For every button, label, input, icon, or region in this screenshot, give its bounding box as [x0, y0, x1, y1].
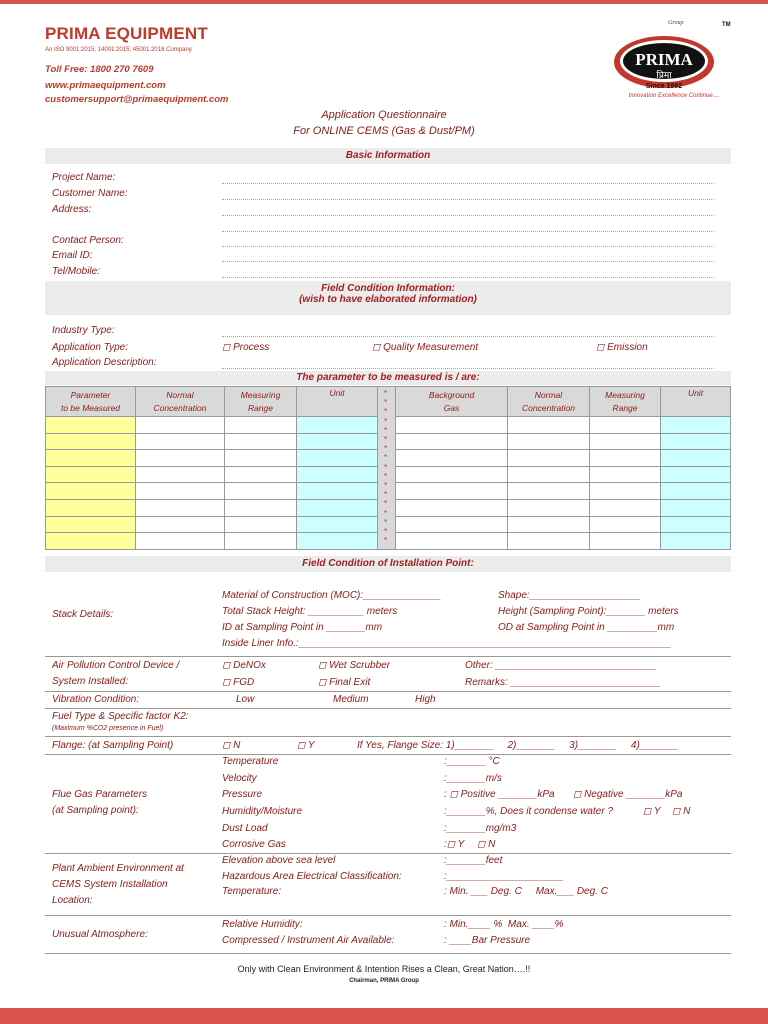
apcd-label-1: Air Pollution Control Device /	[52, 660, 180, 671]
checkbox-icon: ◻	[222, 740, 234, 751]
star-marker: *	[384, 435, 388, 444]
table-cell-param[interactable]	[46, 500, 136, 517]
table-cell-range-2[interactable]	[590, 450, 661, 467]
velocity-field[interactable]: :_______m/s	[444, 773, 502, 784]
col-normal	[136, 387, 225, 417]
option-flange-y-label: Y	[307, 740, 315, 751]
divider	[45, 915, 731, 916]
table-cell-bg[interactable]	[396, 467, 508, 484]
dust-load-label: Dust Load	[222, 823, 268, 834]
star-marker: *	[384, 481, 388, 490]
star-marker: *	[384, 389, 388, 398]
col-range	[225, 387, 297, 417]
form-title: Application Questionnaire	[321, 109, 447, 121]
table-cell-unit-2[interactable]	[661, 467, 731, 484]
vibration-label: Vibration Condition:	[52, 694, 140, 705]
table-cell-unit-2[interactable]	[661, 450, 731, 467]
tel-mobile-label: Tel/Mobile:	[52, 266, 100, 277]
col-normal-2-l1: Normal	[534, 389, 563, 400]
industry-type-label: Industry Type:	[52, 325, 115, 336]
table-cell-range-2[interactable]	[590, 467, 661, 484]
checkbox-icon: ◻	[643, 806, 654, 817]
star-marker: *	[384, 499, 388, 509]
star-marker: *	[384, 517, 388, 527]
corrosive-gas-label: Corrosive Gas	[222, 839, 286, 850]
col-background-l2: Gas	[443, 402, 460, 413]
address-field-2[interactable]	[222, 231, 714, 232]
customer-name-label: Customer Name:	[52, 188, 128, 199]
checkbox-icon: ◻	[318, 677, 330, 688]
option-fgd-label: FGD	[233, 677, 255, 688]
col-unit: Unit	[297, 387, 378, 417]
star-marker: *	[384, 527, 388, 536]
table-cell-normal-2[interactable]	[508, 500, 590, 517]
logo-group: Group	[668, 20, 684, 26]
temperature-field[interactable]: :_______ °C	[444, 756, 500, 767]
logo-name: PRIMA	[635, 50, 693, 69]
table-cell-unit-2[interactable]	[661, 483, 731, 500]
checkbox-icon: ◻	[222, 677, 234, 688]
col-parameter-l1: Parameter	[70, 389, 111, 400]
table-cell-unit[interactable]	[297, 500, 378, 517]
address-label: Address:	[52, 204, 92, 215]
email-id-field[interactable]	[222, 261, 714, 262]
customer-name-field[interactable]	[222, 199, 714, 200]
table-cell-bg[interactable]	[396, 533, 508, 550]
remarks-field[interactable]: Remarks: ___________________________	[465, 677, 661, 688]
col-parameter	[46, 387, 136, 417]
table-cell-range[interactable]	[225, 483, 297, 500]
email-id-label: Email ID:	[52, 250, 93, 261]
table-cell-range[interactable]	[225, 533, 297, 550]
divider	[45, 953, 731, 954]
basic-info-heading: Basic Information	[45, 148, 731, 164]
star-marker: *	[384, 490, 388, 500]
table-cell-range[interactable]	[225, 434, 297, 451]
option-flange-n-label: N	[233, 740, 241, 751]
project-name-field[interactable]	[222, 183, 714, 184]
option-corrosive-y[interactable]: :◻ Y	[444, 839, 465, 850]
ambient-label-1: Plant Ambient Environment at	[52, 863, 184, 874]
field-condition-subtitle: (wish to have elaborated information)	[299, 294, 477, 305]
support-email[interactable]: customersupport@primaequipment.com	[45, 94, 229, 105]
prima-logo	[612, 16, 742, 100]
option-denox-label: DeNOx	[233, 660, 266, 671]
col-background	[396, 387, 508, 417]
col-range-2-l1: Measuring	[605, 389, 645, 400]
table-cell-normal[interactable]	[136, 517, 225, 534]
table-cell-range-2[interactable]	[590, 434, 661, 451]
table-cell-normal[interactable]	[136, 500, 225, 517]
star-marker: *	[384, 462, 388, 472]
relative-humidity-label: Relative Humidity:	[222, 919, 303, 930]
option-process-label: Process	[233, 342, 270, 353]
table-cell-normal-2[interactable]	[508, 483, 590, 500]
parameter-heading: The parameter to be measured is / are:	[45, 371, 731, 385]
star-marker: *	[384, 471, 388, 481]
option-condense-y-label: Y	[653, 806, 661, 817]
option-emission-label: Emission	[607, 342, 648, 353]
contact-person-field[interactable]	[222, 246, 714, 247]
humidity-field[interactable]: :_______%, Does it condense water ?	[444, 806, 613, 817]
checkbox-icon: ◻	[672, 806, 684, 817]
col-background-l1: Background	[428, 389, 475, 400]
tel-mobile-field[interactable]	[222, 277, 714, 278]
col-normal-l1: Normal	[166, 389, 194, 400]
vibration-low[interactable]: Low	[236, 694, 255, 705]
footer-chairman: Chairman, PRIMA Group	[349, 978, 419, 984]
table-cell-unit[interactable]	[297, 517, 378, 534]
star-marker: *	[384, 444, 388, 454]
stack-height-field[interactable]: Total Stack Height: __________ meters	[222, 606, 398, 617]
toll-free: Toll Free: 1800 270 7609	[45, 64, 154, 75]
hazardous-area-field[interactable]: :_____________________	[444, 871, 564, 882]
compressed-air-label: Compressed / Instrument Air Available:	[222, 935, 395, 946]
relative-humidity-field[interactable]: : Min.____ % Max. ____%	[444, 919, 564, 930]
flange-size-field[interactable]: If Yes, Flange Size: 1)_______ 2)_______ 3)_______ 4)_______	[357, 740, 679, 751]
table-cell-range[interactable]	[225, 450, 297, 467]
col-normal-l2: Concentration	[153, 402, 207, 413]
checkbox-icon: ◻	[318, 660, 330, 671]
table-cell-normal[interactable]	[136, 533, 225, 550]
table-cell-param[interactable]	[46, 533, 136, 550]
ambient-temperature-label: Temperature:	[222, 886, 282, 897]
table-cell-param[interactable]	[46, 450, 136, 467]
flange-label: Flange: (at Sampling Point)	[52, 740, 174, 751]
field-condition-heading	[45, 281, 731, 315]
field-condition-title: Field Condition Information:	[321, 283, 455, 294]
option-corrosive-n[interactable]: ◻ N	[477, 839, 496, 850]
table-cell-normal-2[interactable]	[508, 533, 590, 550]
table-cell-range[interactable]	[225, 500, 297, 517]
option-final-exit-label: Final Exit	[329, 677, 371, 688]
option-denox[interactable]	[222, 660, 266, 671]
table-cell-range-2[interactable]	[590, 417, 661, 434]
table-cell-range[interactable]	[225, 467, 297, 484]
table-cell-unit[interactable]	[297, 467, 378, 484]
top-border	[0, 0, 768, 4]
table-cell-param[interactable]	[46, 417, 136, 434]
table-cell-unit[interactable]	[297, 434, 378, 451]
parameter-table	[45, 386, 731, 550]
pressure-positive-field[interactable]: : ◻ Positive _______kPa	[444, 789, 555, 800]
temperature-label: Temperature	[222, 756, 279, 767]
compressed-air-field[interactable]: : ____Bar Pressure	[444, 935, 531, 946]
velocity-label: Velocity	[222, 773, 257, 784]
col-range-2-l2: Range	[612, 402, 638, 413]
col-parameter-l2: to be Measured	[60, 402, 121, 413]
company-name: PRIMA EQUIPMENT	[45, 24, 208, 43]
table-cell-normal-2[interactable]	[508, 450, 590, 467]
vibration-high[interactable]: High	[415, 694, 436, 705]
form-subtitle: For ONLINE CEMS (Gas & Dust/PM)	[293, 125, 475, 137]
website-link[interactable]: www.primaequipment.com	[45, 80, 166, 91]
option-condense-n[interactable]	[672, 806, 690, 817]
option-wet-scrubber-label: Wet Scrubber	[329, 660, 391, 671]
col-range-l1: Measuring	[240, 389, 281, 400]
table-cell-param[interactable]	[46, 467, 136, 484]
table-cell-normal[interactable]	[136, 434, 225, 451]
apcd-label-2: System Installed:	[52, 676, 129, 687]
star-marker: *	[384, 416, 388, 426]
table-cell-range-2[interactable]	[590, 517, 661, 534]
application-description-label: Application Description:	[52, 357, 157, 368]
table-cell-unit[interactable]	[297, 483, 378, 500]
checkbox-icon: ◻	[596, 342, 608, 353]
table-cell-bg[interactable]	[396, 517, 508, 534]
logo-since: Since 1992	[645, 83, 683, 90]
shape-field[interactable]: Shape:____________________	[498, 590, 641, 601]
ambient-temperature-field[interactable]: : Min. ___ Deg. C Max.___ Deg. C	[444, 886, 608, 897]
ambient-label-3: Location:	[52, 895, 93, 906]
star-marker: *	[384, 407, 388, 417]
iso-certification: An ISO 9001:2015; 14001:2015; 45001:2018 Company	[45, 47, 192, 53]
table-cell-unit-2[interactable]	[661, 434, 731, 451]
divider	[45, 656, 731, 657]
col-range-2	[590, 387, 661, 417]
table-cell-bg[interactable]	[396, 483, 508, 500]
table-cell-normal-2[interactable]	[508, 434, 590, 451]
table-cell-unit-2[interactable]	[661, 500, 731, 517]
bottom-border	[0, 1008, 768, 1024]
logo-tm: TM	[722, 22, 731, 28]
installation-heading: Field Condition of Installation Point:	[45, 556, 731, 572]
divider	[45, 853, 731, 854]
hazardous-area-label: Hazardous Area Electrical Classification:	[222, 871, 402, 882]
table-cell-unit[interactable]	[297, 417, 378, 434]
divider	[45, 708, 731, 709]
checkbox-icon: ◻	[222, 660, 234, 671]
divider	[45, 736, 731, 737]
table-cell-normal-2[interactable]	[508, 417, 590, 434]
table-cell-normal[interactable]	[136, 467, 225, 484]
elevation-field[interactable]: :_______feet	[444, 855, 503, 866]
col-range-l2: Range	[247, 402, 274, 413]
option-final-exit[interactable]	[318, 677, 370, 688]
fuel-type-sublabel: (Maximum %CO2 presence in Fuel)	[52, 725, 164, 732]
table-cell-normal[interactable]	[136, 450, 225, 467]
dust-load-field[interactable]: :_______mg/m3	[444, 823, 517, 834]
col-unit-2: Unit	[661, 387, 731, 417]
table-cell-range[interactable]	[225, 517, 297, 534]
option-quality[interactable]	[372, 342, 478, 353]
divider	[45, 754, 731, 755]
logo-tagline: Innovation Excellence Continue....	[628, 93, 720, 99]
od-sampling-field[interactable]: OD at Sampling Point in _________mm	[498, 622, 675, 633]
project-name-label: Project Name:	[52, 172, 116, 183]
option-fgd[interactable]	[222, 677, 254, 688]
table-cell-param[interactable]	[46, 517, 136, 534]
ambient-label-2: CEMS System Installation	[52, 879, 168, 890]
table-cell-bg[interactable]	[396, 434, 508, 451]
flue-gas-label-2: (at Sampling point):	[52, 805, 139, 816]
table-cell-range-2[interactable]	[590, 533, 661, 550]
moc-field[interactable]: Material of Construction (MOC):______________	[222, 590, 442, 601]
table-cell-param[interactable]	[46, 483, 136, 500]
star-marker: *	[384, 508, 388, 518]
option-condense-n-label: N	[683, 806, 691, 817]
option-process[interactable]	[222, 342, 269, 353]
stack-details-label: Stack Details:	[52, 609, 114, 620]
table-cell-unit[interactable]	[297, 533, 378, 550]
vibration-medium[interactable]: Medium	[333, 694, 369, 705]
table-cell-unit-2[interactable]	[661, 533, 731, 550]
table-cell-range-2[interactable]	[590, 500, 661, 517]
footer-quote: Only with Clean Environment & Intention Rises a Clean, Great Nation….!!	[237, 964, 531, 974]
fuel-type-label: Fuel Type & Specific factor K2:	[52, 711, 189, 722]
table-cell-range-2[interactable]	[590, 483, 661, 500]
flue-gas-label-1: Flue Gas Parameters	[52, 789, 148, 800]
pressure-negative-field[interactable]: ◻ Negative _______kPa	[573, 789, 683, 800]
table-cell-normal[interactable]	[136, 483, 225, 500]
table-cell-range[interactable]	[225, 417, 297, 434]
star-marker: *	[384, 536, 388, 546]
col-normal-2-l2: Concentration	[522, 402, 575, 413]
table-cell-unit-2[interactable]	[661, 417, 731, 434]
inside-liner-field[interactable]: Inside Liner Info.:___________________________________________________________________	[222, 638, 672, 649]
table-cell-bg[interactable]	[396, 450, 508, 467]
height-sampling-field[interactable]: Height (Sampling Point):_______ meters	[498, 606, 679, 617]
option-quality-label: Quality Measurement	[383, 342, 479, 353]
option-flange-n[interactable]	[222, 740, 240, 751]
id-sampling-field[interactable]: ID at Sampling Point in _______mm	[222, 622, 383, 633]
star-marker: *	[384, 425, 388, 435]
checkbox-icon: ◻	[297, 740, 308, 751]
table-cell-unit[interactable]	[297, 450, 378, 467]
table-cell-normal[interactable]	[136, 417, 225, 434]
pressure-label: Pressure	[222, 789, 263, 800]
table-cell-normal-2[interactable]	[508, 517, 590, 534]
checkbox-icon: ◻	[222, 342, 234, 353]
option-condense-y[interactable]	[643, 806, 661, 817]
humidity-label: Humidity/Moisture	[222, 806, 303, 817]
divider	[45, 691, 731, 692]
star-marker: *	[384, 453, 388, 463]
industry-type-field[interactable]	[222, 336, 714, 337]
logo-hindi: प्रिमा	[656, 71, 672, 81]
option-wet-scrubber[interactable]	[318, 660, 390, 671]
elevation-label: Elevation above sea level	[222, 855, 336, 866]
star-marker: *	[384, 398, 388, 408]
table-cell-param[interactable]	[46, 434, 136, 451]
application-type-label: Application Type:	[52, 342, 128, 353]
other-field[interactable]: Other: _____________________________	[465, 660, 657, 671]
table-cell-unit-2[interactable]	[661, 517, 731, 534]
option-emission[interactable]	[596, 342, 648, 353]
option-flange-y[interactable]	[297, 740, 315, 751]
checkbox-icon: ◻	[372, 342, 384, 353]
application-description-field[interactable]	[222, 368, 714, 369]
table-cell-bg[interactable]	[396, 500, 508, 517]
unusual-atmosphere-label: Unusual Atmosphere:	[52, 929, 148, 940]
table-cell-bg[interactable]	[396, 417, 508, 434]
col-normal-2	[508, 387, 590, 417]
address-field[interactable]	[222, 215, 714, 216]
contact-person-label: Contact Person:	[52, 235, 124, 246]
table-cell-normal-2[interactable]	[508, 467, 590, 484]
